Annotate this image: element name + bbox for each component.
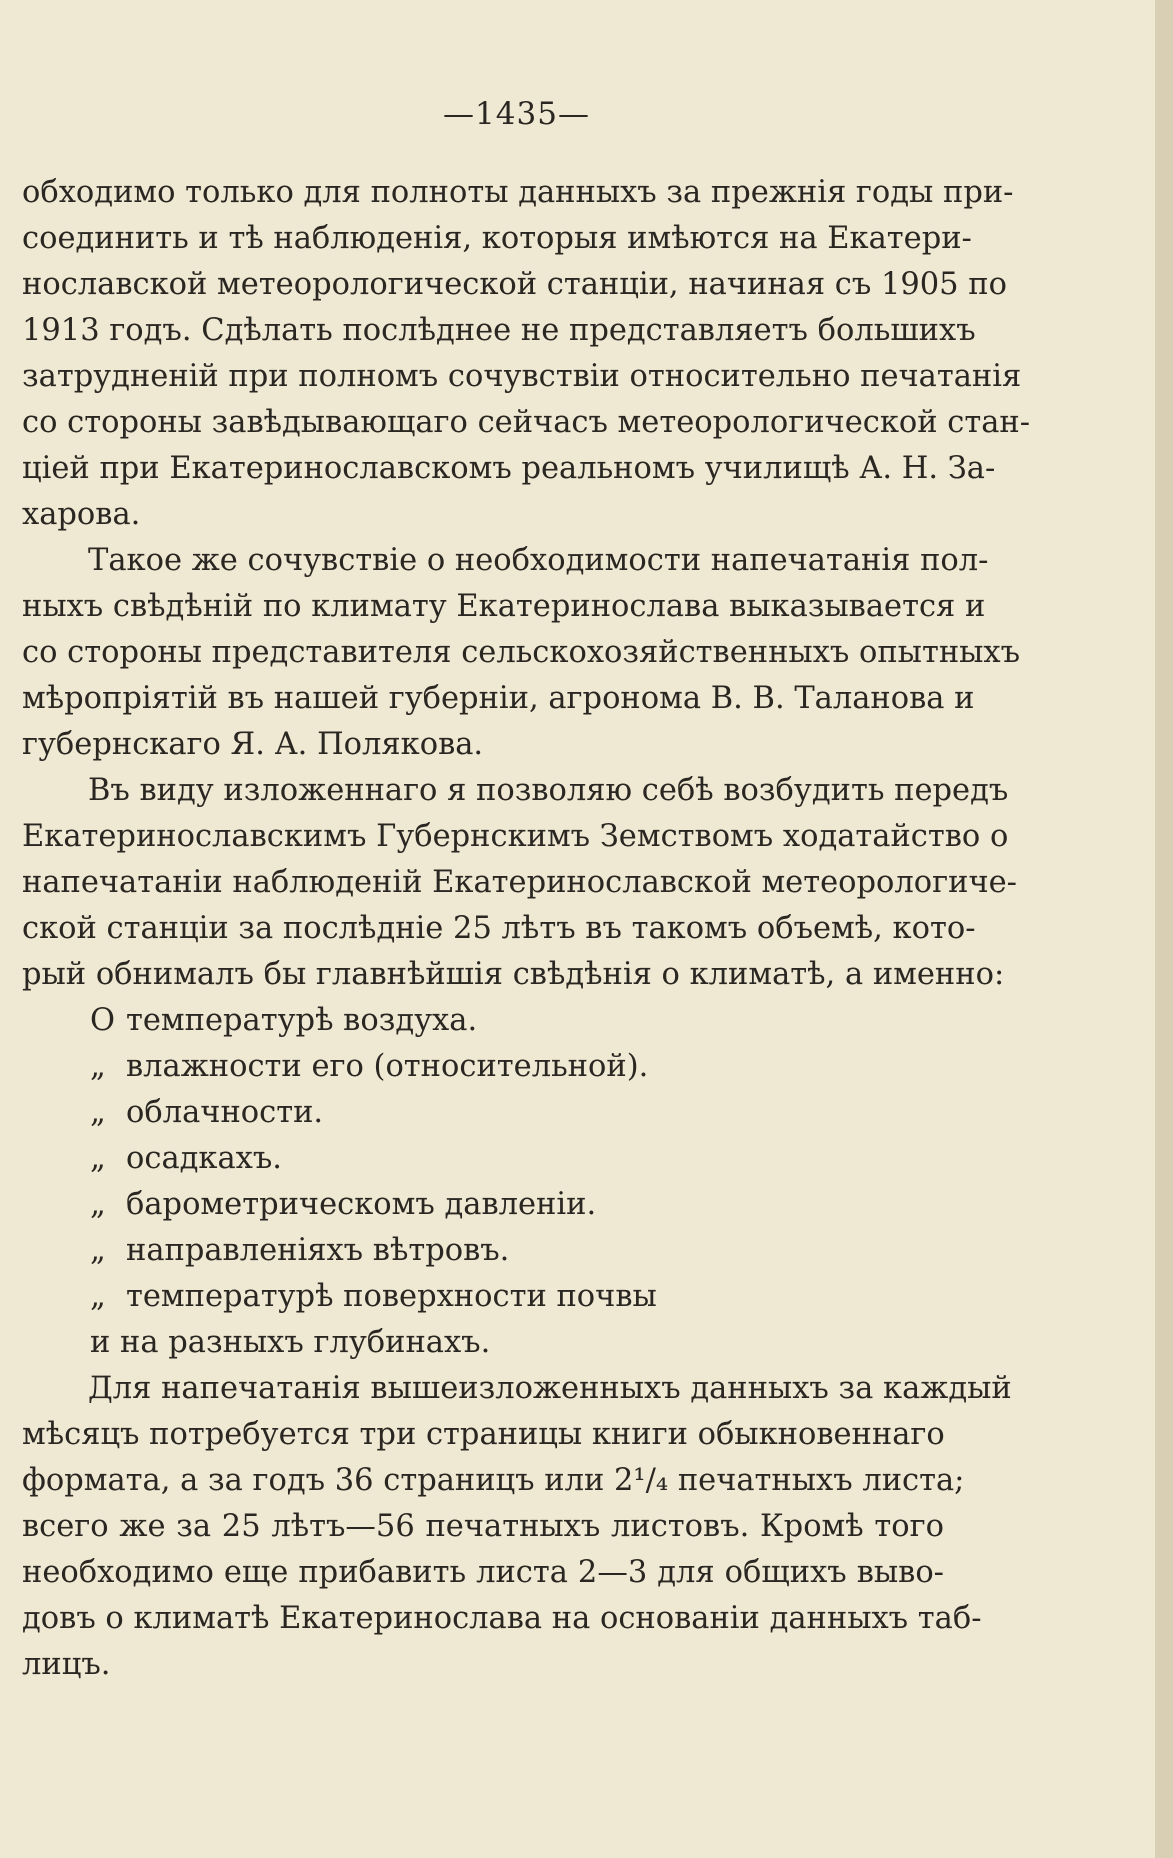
text-line: формата, а за годъ 36 страницъ или 2¹/₄ печатныхъ листа; <box>22 1463 965 1498</box>
list-text: температурѣ воздуха. <box>126 1003 478 1038</box>
list-text: барометрическомъ давленіи. <box>126 1187 597 1222</box>
text-line: довъ о климатѣ Екатеринослава на основаніи данныхъ таб- <box>22 1601 982 1636</box>
text-line: ціей при Екатеринославскомъ реальномъ училищѣ А. Н. За- <box>22 451 996 486</box>
list-text: облачности. <box>126 1095 324 1130</box>
text-line: мѣсяцъ потребуется три страницы книги обыкновеннаго <box>22 1417 945 1452</box>
paragraph-printing-volume <box>22 1366 1012 1688</box>
list-prefix: „ <box>90 1187 106 1222</box>
text-line: затрудненій при полномъ сочувствіи относительно печатанія <box>22 359 1022 394</box>
page-edge <box>1155 0 1173 1858</box>
text-line: со стороны завѣдывающаго сейчасъ метеорологической стан- <box>22 405 1031 440</box>
list-text: осадкахъ. <box>126 1141 282 1176</box>
climate-items-list <box>22 998 944 1366</box>
list-item <box>22 1044 944 1090</box>
list-item <box>22 998 944 1044</box>
list-item <box>22 1274 944 1320</box>
list-text: и на разныхъ глубинахъ. <box>90 1325 491 1360</box>
list-text: температурѣ поверхности почвы <box>126 1279 657 1314</box>
page-number: —1435— <box>443 96 590 132</box>
text-line: всего же за 25 лѣтъ—56 печатныхъ листовъ. Кромѣ того <box>22 1509 944 1544</box>
text-line: рый обнималъ бы главнѣйшія свѣдѣнія о климатѣ, а именно: <box>22 957 1005 992</box>
text-line: лицъ. <box>22 1647 111 1682</box>
text-line: ской станціи за послѣдніе 25 лѣтъ въ такомъ объемѣ, кото- <box>22 911 976 946</box>
text-line: губернскаго Я. А. Полякова. <box>22 727 484 762</box>
paragraph-petition <box>22 768 1017 998</box>
list-prefix: О <box>90 1003 116 1038</box>
list-prefix: „ <box>90 1279 106 1314</box>
text-line: Такое же сочувствіе о необходимости напечатанія пол- <box>88 543 989 578</box>
text-line: обходимо только для полноты данныхъ за прежнія годы при- <box>22 175 1014 210</box>
paragraph-continuation <box>22 170 1031 538</box>
text-line: Екатеринославскимъ Губернскимъ Земствомъ ходатайство о <box>22 819 1009 854</box>
list-text: направленіяхъ вѣтровъ. <box>126 1233 510 1268</box>
text-line: Для напечатанія вышеизложенныхъ данныхъ за каждый <box>88 1371 1012 1406</box>
text-line: нославской метеорологической станціи, начиная съ 1905 по <box>22 267 1007 302</box>
list-prefix: „ <box>90 1049 106 1084</box>
list-text: влажности его (относительной). <box>126 1049 649 1084</box>
list-prefix: „ <box>90 1233 106 1268</box>
list-item <box>22 1136 944 1182</box>
text-line: необходимо еще прибавить листа 2—3 для общихъ выво- <box>22 1555 944 1590</box>
text-line: харова. <box>22 497 141 532</box>
list-item <box>22 1320 944 1366</box>
text-line: 1913 годъ. Сдѣлать послѣднее не представляетъ большихъ <box>22 313 976 348</box>
text-line: соединить и тѣ наблюденія, которыя имѣются на Екатери- <box>22 221 972 256</box>
body-text <box>22 170 1031 1688</box>
text-line: напечатаніи наблюденій Екатеринославской метеорологиче- <box>22 865 1017 900</box>
text-line: со стороны представителя сельскохозяйственныхъ опытныхъ <box>22 635 1021 670</box>
text-line: мѣропріятій въ нашей губерніи, агронома В. В. Таланова и <box>22 681 975 716</box>
list-prefix: „ <box>90 1095 106 1130</box>
paragraph-sympathy <box>22 538 1021 768</box>
list-item <box>22 1228 944 1274</box>
text-line: ныхъ свѣдѣній по климату Екатеринослава выказывается и <box>22 589 986 624</box>
list-item <box>22 1182 944 1228</box>
list-prefix: „ <box>90 1141 106 1176</box>
list-item <box>22 1090 944 1136</box>
text-line: Въ виду изложеннаго я позволяю себѣ возбудить передъ <box>88 773 1009 808</box>
